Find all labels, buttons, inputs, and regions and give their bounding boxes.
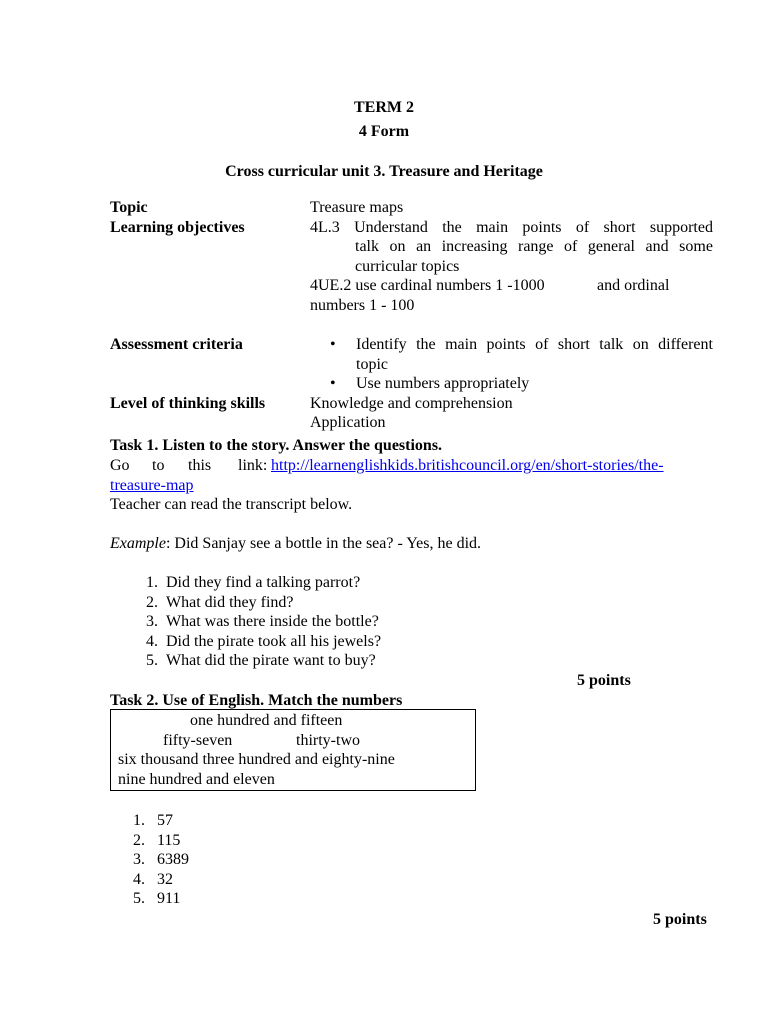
objective-2-line-1a: 4UE.2 use cardinal numbers 1 -1000 xyxy=(310,277,545,294)
bullet-icon: • xyxy=(330,375,336,392)
thinking-label: Level of thinking skills xyxy=(110,395,266,412)
task1-points: 5 points xyxy=(577,672,631,689)
example-label: Example xyxy=(110,535,166,552)
assessment-label: Assessment criteria xyxy=(110,336,243,353)
box-word: thirty-two xyxy=(296,732,360,749)
topic-value: Treasure maps xyxy=(310,199,404,216)
assessment-item-2: Use numbers appropriately xyxy=(356,375,530,392)
thinking-value-2: Application xyxy=(310,414,386,431)
story-link[interactable]: http://learnenglishkids.britishcouncil.org/en/short-stories/the- xyxy=(271,457,664,474)
bullet-icon: • xyxy=(330,336,336,353)
objectives-label: Learning objectives xyxy=(110,219,245,236)
link-prefix: link: xyxy=(238,457,268,474)
box-word: nine hundred and eleven xyxy=(118,771,275,788)
topic-label: Topic xyxy=(110,199,148,216)
objective-1-line-3: curricular topics xyxy=(355,258,460,275)
objective-1-line-1: 4L.3 Understand the main points of short supported xyxy=(310,219,713,236)
objective-1-line-2: talk on an increasing range of general and some xyxy=(355,238,713,255)
task2-points: 5 points xyxy=(653,911,707,928)
objective-2-line-2: numbers 1 - 100 xyxy=(310,297,415,314)
teacher-note: Teacher can read the transcript below. xyxy=(110,496,353,513)
box-word: one hundred and fifteen xyxy=(190,712,343,729)
assessment-item-1-line-2: topic xyxy=(356,356,388,373)
thinking-value-1: Knowledge and comprehension xyxy=(310,395,513,412)
box-word: six thousand three hundred and eighty-nine xyxy=(118,751,395,768)
example-text: : Did Sanjay see a bottle in the sea? - Yes, he did. xyxy=(165,535,482,552)
assessment-item-1-line-1: Identify the main points of short talk on different xyxy=(356,336,713,353)
task2-title: Task 2. Use of English. Match the numbers xyxy=(110,692,403,709)
example-line xyxy=(110,534,481,554)
box-word: fifty-seven xyxy=(163,732,233,749)
term-heading: TERM 2 xyxy=(354,99,414,116)
objective-2-line-1b: and ordinal xyxy=(597,277,670,294)
form-heading: 4 Form xyxy=(358,123,410,140)
story-link-continued[interactable]: treasure-map xyxy=(110,477,194,494)
unit-title: Cross curricular unit 3. Treasure and Heritage xyxy=(225,163,543,180)
task1-title: Task 1. Listen to the story. Answer the questions. xyxy=(110,437,443,454)
word-box xyxy=(110,709,476,791)
